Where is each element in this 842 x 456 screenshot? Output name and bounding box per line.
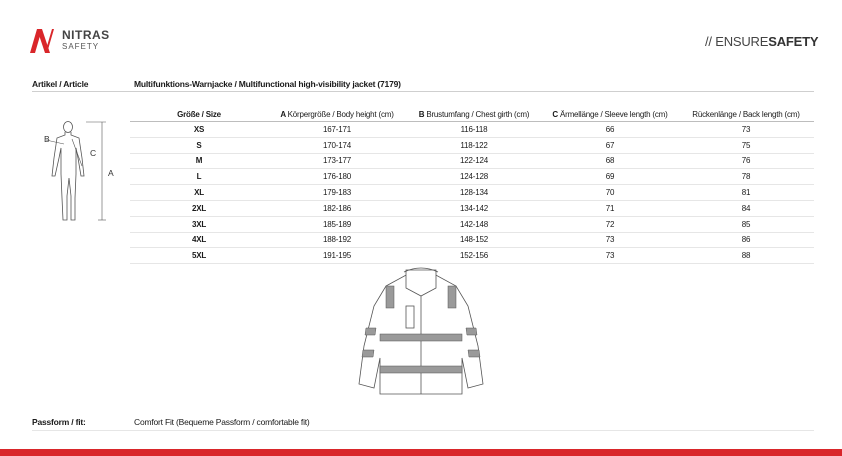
- cell-sleeve-length: 70: [542, 185, 678, 201]
- header-back-length: [678, 110, 814, 122]
- sleeve-band-right-upper: [466, 328, 477, 335]
- cell-chest-girth: 152-156: [406, 248, 542, 264]
- table-row: [130, 185, 814, 201]
- cell-body-height: 182-186: [268, 200, 406, 216]
- header-chest-girth-label: Brustumfang / Chest girth (cm): [426, 110, 530, 119]
- header-sleeve-length: [542, 110, 678, 122]
- cell-body-height: 188-192: [268, 232, 406, 248]
- body-measurement-figure: [42, 118, 122, 228]
- tagline-bold: SAFETY: [768, 34, 819, 49]
- cell-chest-girth: 142-148: [406, 216, 542, 232]
- cell-chest-girth: 118-122: [406, 137, 542, 153]
- sleeve-band-left-upper: [365, 328, 376, 335]
- header-size-label: Größe / Size: [177, 110, 221, 119]
- fit-label: Passform / fit:: [32, 417, 86, 427]
- nitras-logo-icon: [28, 27, 54, 55]
- cell-size: XS: [130, 122, 268, 138]
- cell-size: 2XL: [130, 200, 268, 216]
- chest-band: [380, 334, 462, 341]
- cell-back-length: 81: [678, 185, 814, 201]
- table-row: [130, 216, 814, 232]
- hem-band: [380, 366, 462, 373]
- article-label: Artikel / Article: [32, 79, 89, 89]
- cell-sleeve-length: 73: [542, 232, 678, 248]
- cell-back-length: 84: [678, 200, 814, 216]
- cell-back-length: 88: [678, 248, 814, 264]
- cell-size: M: [130, 153, 268, 169]
- cell-sleeve-length: 71: [542, 200, 678, 216]
- table-row: [130, 232, 814, 248]
- cell-size: 5XL: [130, 248, 268, 264]
- cell-body-height: 173-177: [268, 153, 406, 169]
- fit-divider: [32, 430, 814, 431]
- fit-value: Comfort Fit (Bequeme Passform / comfortable fit): [134, 417, 310, 427]
- table-row: [130, 153, 814, 169]
- figure-label-b: B: [44, 134, 50, 144]
- cell-size: XL: [130, 185, 268, 201]
- cell-size: 4XL: [130, 232, 268, 248]
- cell-size: S: [130, 137, 268, 153]
- size-table-header: [130, 110, 814, 122]
- sleeve-band-left-lower: [362, 350, 374, 357]
- brand-sub: SAFETY: [62, 42, 100, 51]
- brand-logo: [28, 27, 108, 55]
- cell-back-length: 78: [678, 169, 814, 185]
- cell-size: 3XL: [130, 216, 268, 232]
- jacket-illustration: [356, 266, 486, 398]
- cell-sleeve-length: 66: [542, 122, 678, 138]
- cell-body-height: 179-183: [268, 185, 406, 201]
- header-body-height-label: Körpergröße / Body height (cm): [287, 110, 394, 119]
- header-letter-c: C: [552, 110, 558, 119]
- header-back-length-label: Rückenlänge / Back length (cm): [692, 110, 800, 119]
- cell-body-height: 167-171: [268, 122, 406, 138]
- cell-back-length: 73: [678, 122, 814, 138]
- footer-accent-bar: [0, 449, 842, 456]
- cell-back-length: 85: [678, 216, 814, 232]
- cell-body-height: 170-174: [268, 137, 406, 153]
- header-letter-b: B: [418, 110, 425, 119]
- cell-body-height: 176-180: [268, 169, 406, 185]
- cell-body-height: 185-189: [268, 216, 406, 232]
- header-letter-a: A: [280, 110, 286, 119]
- cell-size: L: [130, 169, 268, 185]
- table-row: [130, 169, 814, 185]
- cell-sleeve-length: 69: [542, 169, 678, 185]
- cell-sleeve-length: 72: [542, 216, 678, 232]
- figure-label-a: A: [108, 168, 114, 178]
- cell-chest-girth: 116-118: [406, 122, 542, 138]
- header-sleeve-length-label: Ärmellänge / Sleeve length (cm): [559, 110, 668, 119]
- cell-back-length: 86: [678, 232, 814, 248]
- header-size: [130, 110, 268, 122]
- article-value: Multifunktions-Warnjacke / Multifunctional high-visibility jacket (7179): [134, 79, 401, 89]
- cell-sleeve-length: 73: [542, 248, 678, 264]
- cell-chest-girth: 128-134: [406, 185, 542, 201]
- cell-back-length: 76: [678, 153, 814, 169]
- tagline-prefix: // ENSURE: [705, 34, 769, 49]
- table-row: [130, 137, 814, 153]
- size-table: [130, 110, 814, 264]
- header-body-height: [268, 110, 406, 122]
- table-row: [130, 122, 814, 138]
- table-row: [130, 200, 814, 216]
- cell-chest-girth: 124-128: [406, 169, 542, 185]
- cell-chest-girth: 122-124: [406, 153, 542, 169]
- cell-sleeve-length: 67: [542, 137, 678, 153]
- header-chest-girth: [406, 110, 542, 122]
- cell-sleeve-length: 68: [542, 153, 678, 169]
- table-row: [130, 248, 814, 264]
- cell-back-length: 75: [678, 137, 814, 153]
- shoulder-band-left: [386, 286, 394, 308]
- figure-label-c: C: [90, 148, 97, 158]
- shoulder-band-right: [448, 286, 456, 308]
- cell-body-height: 191-195: [268, 248, 406, 264]
- tagline: [705, 34, 818, 49]
- sleeve-band-right-lower: [468, 350, 480, 357]
- brand-name: NITRAS: [62, 28, 110, 42]
- cell-chest-girth: 148-152: [406, 232, 542, 248]
- article-divider: [32, 91, 814, 92]
- cell-chest-girth: 134-142: [406, 200, 542, 216]
